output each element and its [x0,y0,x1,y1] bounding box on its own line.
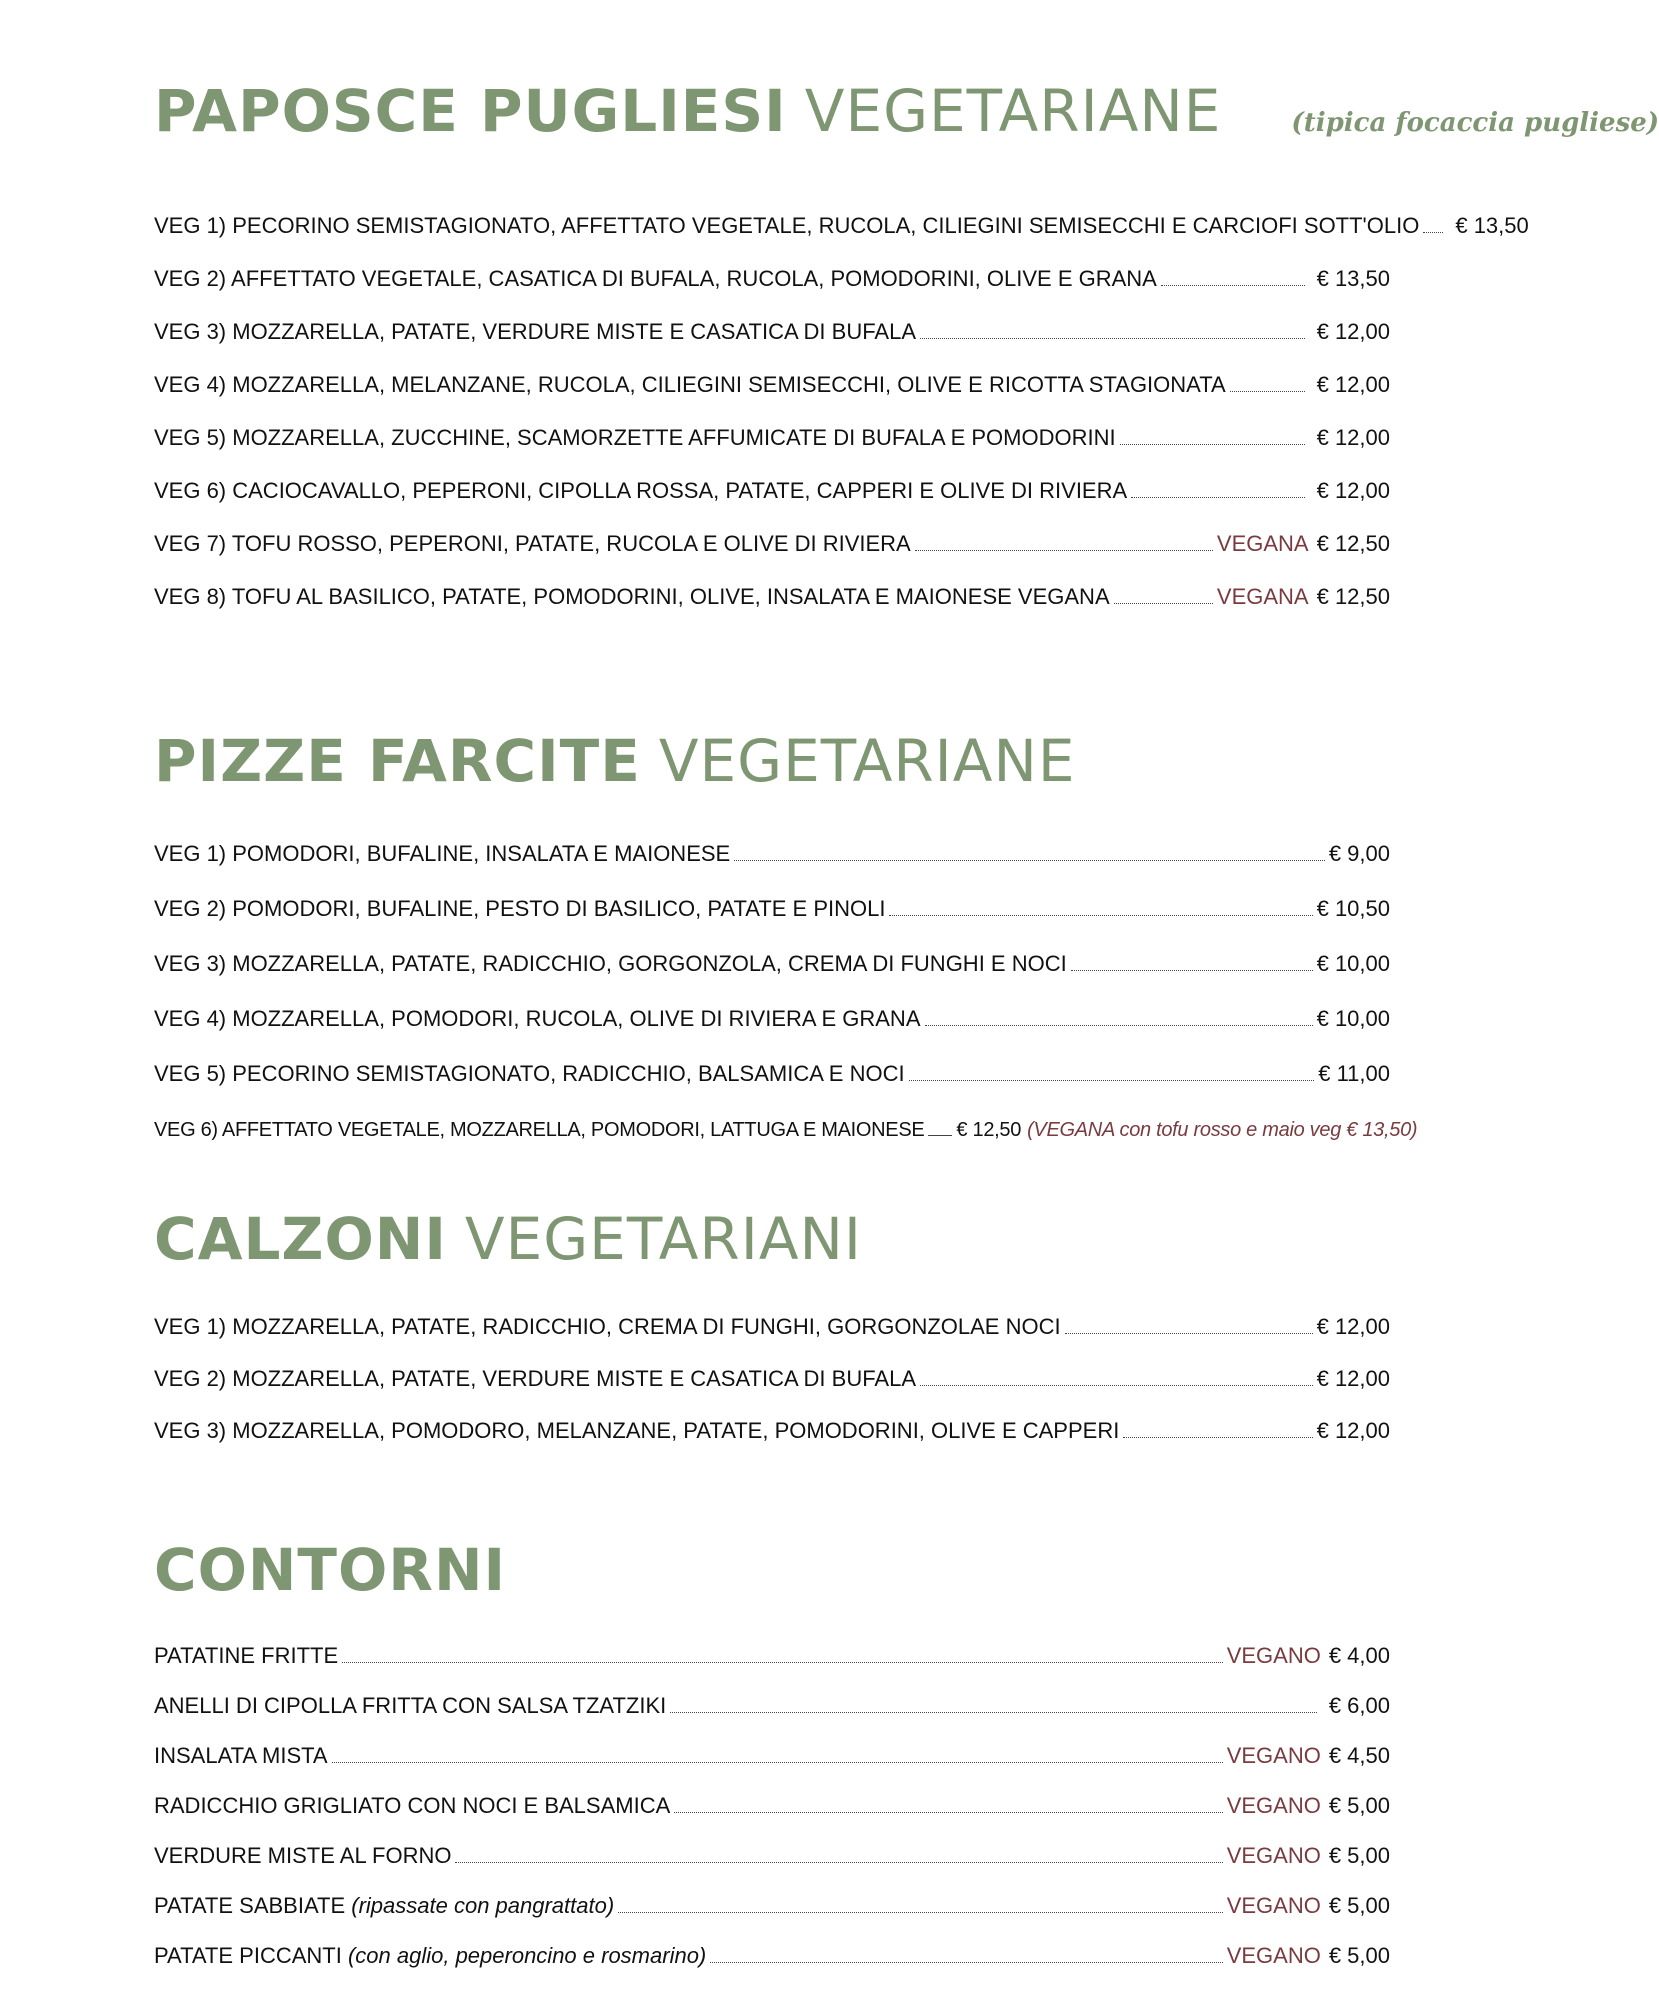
item-name: VERDURE MISTE AL FORNO [154,1843,452,1868]
item-description [154,1893,614,1919]
menu-list [154,812,1418,1142]
item-name: RADICCHIO GRIGLIATO CON NOCI E BALSAMICA [154,1793,671,1818]
menu-item [154,451,1390,504]
item-description: VEG 4) MOZZARELLA, MELANZANE, RUCOLA, CILIEGINI SEMISECCHI, OLIVE E RICOTTA STAGIONATA [154,372,1226,397]
vegan-variant-note: (VEGANA con tofu rosso e maio veg € 13,50) [1027,1119,1418,1141]
dotted-leader [1065,1333,1313,1334]
dotted-leader [925,1025,1313,1026]
menu-item [154,186,1529,239]
menu-page [154,0,1659,2000]
section-title-light: VEGETARIANI [464,1205,862,1273]
item-description [154,1843,451,1869]
item-price: € 12,50 [956,1119,1022,1141]
dotted-leader [920,1385,1313,1386]
menu-item [154,1919,1390,1969]
item-price: € 12,00 [1316,1314,1390,1339]
item-tag: VEGANA [1216,531,1309,556]
item-price: € 5,00 [1328,1843,1390,1868]
menu-item [154,867,1390,922]
item-description [154,1943,706,1969]
dotted-leader [928,1135,952,1136]
item-price: € 12,00 [1316,1418,1390,1443]
item-price: € 13,50 [1316,266,1390,291]
item-description: VEG 1) POMODORI, BUFALINE, INSALATA E MAIONESE [154,841,731,866]
item-description: VEG 6) CACIOCAVALLO, PEPERONI, CIPOLLA ROSSA, PATATE, CAPPERI E OLIVE DI RIVIERA [154,478,1128,503]
menu-item [154,1719,1390,1769]
dotted-leader [710,1962,1222,1963]
item-price: € 10,00 [1316,1006,1390,1031]
menu-item [154,504,1390,557]
item-price: € 12,50 [1316,584,1390,609]
menu-item [154,977,1390,1032]
item-description: VEG 1) MOZZARELLA, PATATE, RADICCHIO, CREMA DI FUNGHI, GORGONZOLAE NOCI [154,1314,1061,1339]
item-price: € 9,00 [1328,841,1390,866]
item-description: VEG 5) MOZZARELLA, ZUCCHINE, SCAMORZETTE AFFUMICATE DI BUFALA E POMODORINI [154,425,1116,450]
dotted-leader [1071,970,1313,971]
menu-item [154,1392,1390,1444]
menu-item [154,398,1390,451]
dotted-leader [1123,1437,1312,1438]
dotted-leader [915,550,1213,551]
item-tag: VEGANO [1226,1943,1321,1968]
item-name: PATATE PICCANTI [154,1943,342,1968]
menu-item [154,557,1390,610]
section-title [154,77,1659,145]
section-title-light: VEGETARIANE [804,77,1222,145]
dotted-leader [1230,391,1305,392]
dotted-leader [618,1912,1223,1913]
item-price: € 10,00 [1316,951,1390,976]
section-title [154,727,1390,795]
menu-item [154,1032,1390,1087]
menu-item [154,292,1390,345]
item-description: VEG 3) MOZZARELLA, PATATE, RADICCHIO, GORGONZOLA, CREMA DI FUNGHI E NOCI [154,951,1067,976]
item-subtext: (ripassate con pangrattato) [351,1893,615,1918]
menu-item-special [154,1087,1418,1142]
menu-item [154,1619,1390,1669]
item-tag: VEGANO [1226,1793,1321,1818]
dotted-leader [1161,285,1305,286]
menu-list [154,1619,1390,1969]
dotted-leader [674,1812,1222,1813]
item-name: PATATINE FRITTE [154,1643,339,1668]
item-description [154,1793,670,1819]
menu-item [154,1669,1390,1719]
item-price: € 12,00 [1316,425,1390,450]
section-title-bold: PIZZE FARCITE [154,727,641,795]
item-description [154,1643,338,1669]
item-tag: VEGANO [1226,1843,1321,1868]
item-price: € 5,00 [1328,1943,1390,1968]
menu-list [154,1288,1390,1444]
menu-item [154,239,1390,292]
section-pizze-farcite [154,727,1418,1142]
item-description: VEG 1) PECORINO SEMISTAGIONATO, AFFETTATO VEGETALE, RUCOLA, CILIEGINI SEMISECCHI E CARCIOFI SOTT'OLIO [154,213,1420,238]
menu-item [154,1288,1390,1340]
item-description: VEG 5) PECORINO SEMISTAGIONATO, RADICCHIO, BALSAMICA E NOCI [154,1061,905,1086]
item-price: € 12,00 [1316,1366,1390,1391]
section-title [154,1536,1390,1604]
item-price: € 10,50 [1316,896,1390,921]
item-description: VEG 8) TOFU AL BASILICO, PATATE, POMODORINI, OLIVE, INSALATA E MAIONESE VEGANA [154,584,1110,609]
menu-item [154,1869,1390,1919]
section-contorni [154,1536,1390,1969]
item-description [154,1743,328,1769]
dotted-leader [332,1762,1223,1763]
item-tag: VEGANO [1226,1743,1321,1768]
dotted-leader [909,1080,1315,1081]
section-title-bold: CALZONI [154,1205,447,1273]
dotted-leader [342,1662,1223,1663]
item-tag: VEGANO [1226,1893,1321,1918]
dotted-leader [734,860,1325,861]
dotted-leader [670,1712,1317,1713]
item-subtext: (con aglio, peperoncino e rosmarino) [347,1943,707,1968]
dotted-leader [889,915,1312,916]
dotted-leader [1131,497,1304,498]
item-name: PATATE SABBIATE [154,1893,346,1918]
item-description [154,1693,666,1719]
item-price: € 6,00 [1328,1693,1390,1718]
section-title [154,1205,1390,1273]
section-paposce [154,77,1659,610]
item-description: VEG 6) AFFETTATO VEGETALE, MOZZARELLA, POMODORI, LATTUGA E MAIONESE [154,1119,925,1141]
section-title-light: VEGETARIANE [658,727,1076,795]
item-description: VEG 7) TOFU ROSSO, PEPERONI, PATATE, RUCOLA E OLIVE DI RIVIERA [154,531,911,556]
item-price: € 5,00 [1328,1793,1390,1818]
menu-item [154,812,1390,867]
item-description: VEG 3) MOZZARELLA, POMODORO, MELANZANE, PATATE, POMODORINI, OLIVE E CAPPERI [154,1418,1120,1443]
menu-item [154,922,1390,977]
dotted-leader [1120,444,1305,445]
item-price: € 13,50 [1455,213,1529,238]
item-price: € 4,50 [1328,1743,1390,1768]
menu-item [154,1769,1390,1819]
menu-item [154,1819,1390,1869]
item-description: VEG 4) MOZZARELLA, POMODORI, RUCOLA, OLIVE DI RIVIERA E GRANA [154,1006,921,1031]
item-tag: VEGANO [1226,1643,1321,1668]
item-description: VEG 2) MOZZARELLA, PATATE, VERDURE MISTE E CASATICA DI BUFALA [154,1366,917,1391]
section-note: (tipica focaccia pugliese) [1291,108,1659,138]
dotted-leader [1114,603,1213,604]
item-description: VEG 2) AFFETTATO VEGETALE, CASATICA DI BUFALA, RUCOLA, POMODORINI, OLIVE E GRANA [154,266,1157,291]
menu-item [154,345,1390,398]
item-description: VEG 3) MOZZARELLA, PATATE, VERDURE MISTE E CASATICA DI BUFALA [154,319,917,344]
item-price: € 12,00 [1316,478,1390,503]
item-description: VEG 2) POMODORI, BUFALINE, PESTO DI BASILICO, PATATE E PINOLI [154,896,886,921]
dotted-leader [920,338,1305,339]
item-tag: VEGANA [1216,584,1309,609]
menu-item [154,1340,1390,1392]
item-price: € 12,00 [1316,319,1390,344]
section-calzoni [154,1205,1390,1444]
item-price: € 11,00 [1318,1061,1390,1086]
section-title-bold: CONTORNI [154,1536,507,1604]
item-price: € 12,00 [1316,372,1390,397]
dotted-leader [455,1862,1222,1863]
menu-list [154,186,1529,610]
item-price: € 5,00 [1328,1893,1390,1918]
item-price: € 4,00 [1328,1643,1390,1668]
dotted-leader [1423,232,1443,233]
section-title-bold: PAPOSCE PUGLIESI [154,77,787,145]
item-name: INSALATA MISTA [154,1743,328,1768]
item-name: ANELLI DI CIPOLLA FRITTA CON SALSA TZATZIKI [154,1693,667,1718]
item-price: € 12,50 [1316,531,1390,556]
